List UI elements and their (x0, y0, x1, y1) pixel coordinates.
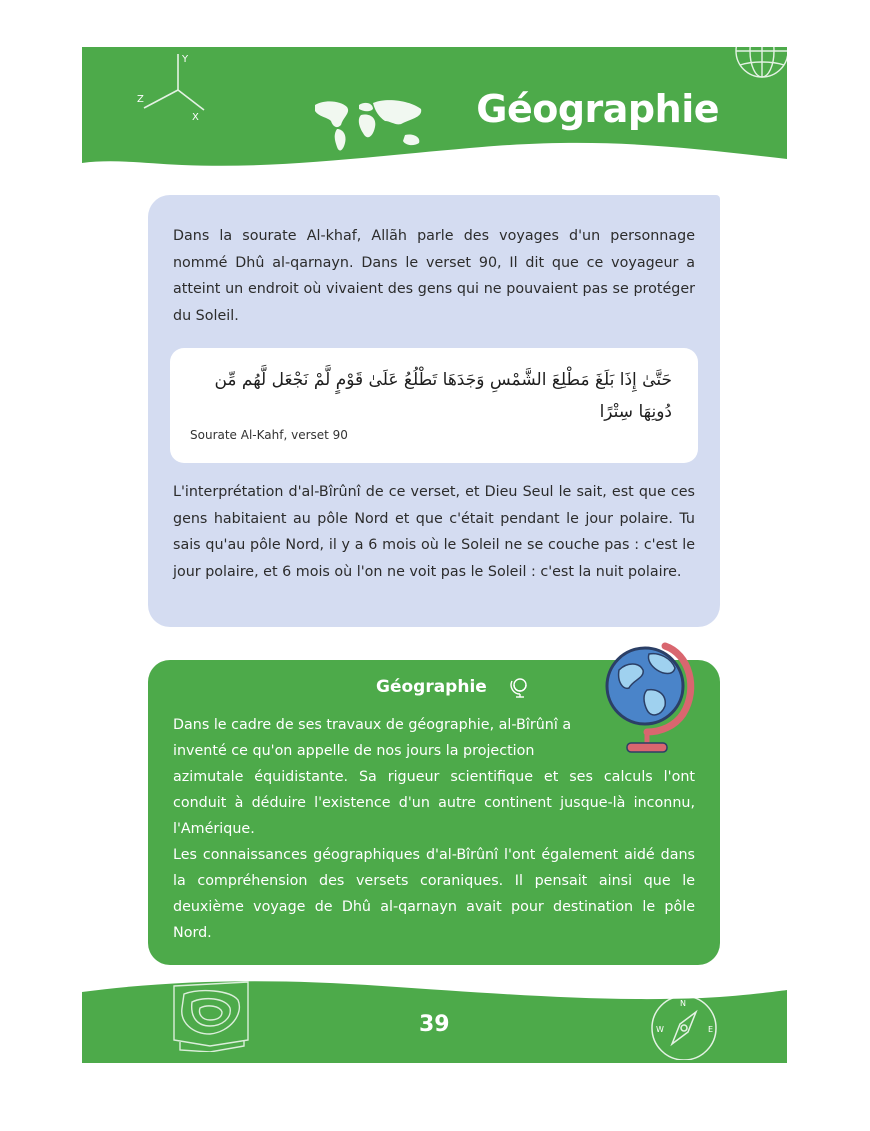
world-map-icon (307, 95, 432, 155)
axis-z-label: Z (137, 94, 144, 105)
page-title: Géographie (476, 87, 719, 131)
geography-heading: Géographie (376, 677, 487, 697)
verse-citation: Sourate Al-Kahf, verset 90 (190, 428, 348, 442)
topographic-map-icon (170, 980, 252, 1052)
geography-card (148, 660, 720, 965)
axis-y-label: Y (182, 54, 189, 65)
verse-quote-box (170, 348, 698, 463)
geography-paragraph-2: Les connaissances géographiques d'al-Bîrûnî l'ont également aidé dans la compréhension des versets coraniques. Il pensait ainsi que le deuxième voyage de Dhû al-qarnayn avait pour destination le pôle Nord. (173, 847, 695, 941)
geography-line-1: Dans le cadre de ses travaux de géographie, al-Bîrûnî a (173, 717, 572, 733)
axis-x-label: X (192, 112, 199, 123)
verse-context-card (148, 195, 720, 627)
compass-e-label: E (708, 1025, 714, 1034)
geography-text (173, 712, 695, 946)
globe-grid-icon (732, 47, 787, 83)
page-number: 39 (419, 1012, 450, 1037)
page-footer (82, 972, 787, 1063)
xyz-axes-icon (132, 52, 212, 127)
arabic-verse: حَتَّىٰ إِذَا بَلَغَ مَطْلِعَ الشَّمْسِ وَجَدَهَا تَطْلُعُ عَلَىٰ قَوْمٍ لَّمْ نَجْعَل لَّهُم مِّن دُونِهَا سِتْرًا (214, 370, 672, 422)
geography-line-rest: azimutale équidistante. Sa rigueur scientifique et ses calculs l'ont conduit à déduire l'existence d'un autre continent jusque-là inconnu, l'Amérique. (173, 769, 695, 837)
globe-stand-icon (510, 676, 530, 698)
compass-n-label: N (680, 999, 686, 1008)
intro-paragraph: Dans la sourate Al-khaf, Allãh parle des voyages d'un personnage nommé Dhû al-qarnayn. Dans le verset 90, Il dit que ce voyageur a atteint un endroit où vivaient des gens qui ne pouvaient pas se protéger du Soleil. (173, 228, 695, 324)
compass-w-label: W (656, 1025, 664, 1034)
page-header (82, 47, 787, 187)
compass-icon (648, 992, 720, 1060)
interpretation-paragraph: L'interprétation d'al-Bîrûnî de ce verset, et Dieu Seul le sait, est que ces gens habitaient au pôle Nord et que c'était pendant le jour polaire. Tu sais qu'au pôle Nord, il y a 6 mois où le Soleil ne se couche pas : c'est le jour polaire, et 6 mois où l'on ne voit pas le Soleil : c'est la nuit polaire. (173, 484, 695, 580)
geography-line-2: inventé ce qu'on appelle de nos jours la projection (173, 743, 535, 759)
book-page (82, 47, 787, 1063)
